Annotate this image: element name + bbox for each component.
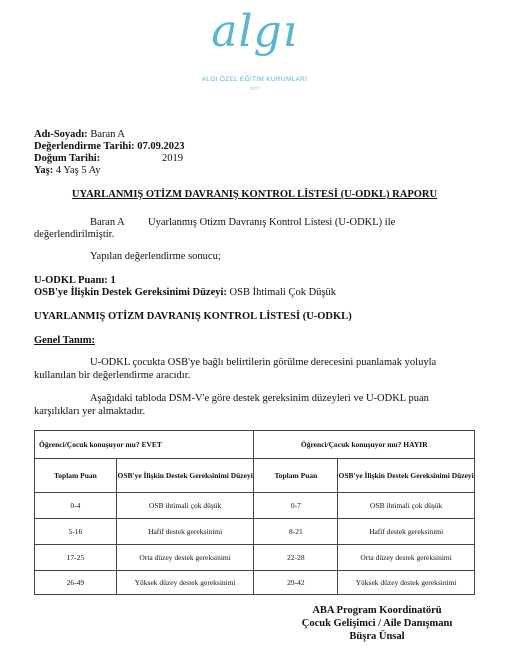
table-header-row — [35, 431, 475, 459]
definition-para2-line1: Aşağıdaki tabloda DSM-V'e göre destek gereksinim düzeyleri ve U-ODKL puan — [90, 393, 429, 404]
signature-block — [277, 604, 477, 643]
definition-para2-line2: karşılıkları yer almaktadır. — [34, 406, 146, 417]
yes-score-cell: 5-16 — [35, 519, 117, 545]
support-row — [34, 286, 336, 299]
score-value: 1 — [110, 275, 116, 286]
yes-level-cell: OSB ihtimali çok düşük — [116, 493, 254, 519]
logo-subtitle: ALGI ÖZEL EĞİTİM KURUMLARI — [201, 76, 308, 83]
no-score-cell: 0-7 — [254, 493, 338, 519]
definition-para1-line2: kullanılan bir değerlendirme aracıdır. — [34, 370, 191, 381]
name-label: Adı-Soyadı: — [34, 129, 88, 140]
no-level-cell: Yüksek düzey destek gereksinimi — [338, 571, 475, 595]
intro-line2: değerlendirilmiştir. — [34, 229, 115, 240]
logo-wordmark: algı — [211, 6, 298, 57]
birth-label: Doğum Tarihi: — [34, 153, 101, 164]
yes-score-cell: 0-4 — [35, 493, 117, 519]
yes-level-cell: Orta düzey destek gereksinimi — [116, 545, 254, 571]
result-intro: Yapılan değerlendirme sonucu; — [90, 251, 221, 262]
table-row — [35, 571, 475, 595]
age-value: 4 Yaş 5 Ay — [55, 165, 101, 176]
signature-name: Büşra Ünsal — [349, 631, 405, 642]
no-score-cell: 29-42 — [254, 571, 338, 595]
no-level-cell: Orta düzey destek gereksinimi — [338, 545, 475, 571]
yes-score-cell: 17-25 — [35, 545, 117, 571]
col-level-yes: OSB'ye İlişkin Destek Gereksinimi Düzeyi — [116, 459, 254, 493]
yes-level-cell: Yüksek düzey destek gereksinimi — [116, 571, 254, 595]
logo-year: 2007 — [249, 86, 260, 91]
section-title: UYARLANMIŞ OTİZM DAVRANIŞ KONTROL LİSTESİ (U-ODKL) — [34, 311, 352, 322]
age-label: Yaş: — [34, 165, 54, 176]
table-row — [35, 545, 475, 571]
name-value: Baran A — [90, 129, 126, 140]
no-score-cell: 8-21 — [254, 519, 338, 545]
birth-value: 2019 — [162, 153, 183, 164]
yes-level-cell: Hafif destek gereksinimi — [116, 519, 254, 545]
support-value: OSB İhtimali Çok Düşük — [229, 287, 336, 298]
col-score-yes: Toplam Puan — [35, 459, 117, 493]
col-level-no: OSB'ye İlişkin Destek Gereksinimi Düzeyi — [338, 459, 475, 493]
report-title: UYARLANMIŞ OTİZM DAVRANIŞ KONTROL LİSTESİ (U-ODKL) RAPORU — [71, 189, 438, 200]
no-score-cell: 22-28 — [254, 545, 338, 571]
no-level-cell: Hafif destek gereksinimi — [338, 519, 475, 545]
definition-heading: Genel Tanım: — [34, 335, 95, 346]
signature-role: Çocuk Gelişimci / Aile Danışmanı — [301, 618, 453, 629]
no-level-cell: OSB ihtimali çok düşük — [338, 493, 475, 519]
eval-date-value: 07.09.2023 — [137, 141, 185, 152]
support-level-table — [34, 430, 475, 595]
support-label: OSB'ye İlişkin Destek Gereksinimi Düzeyi: — [34, 287, 227, 298]
signature-title: ABA Program Koordinatörü — [312, 605, 442, 616]
definition-para1-line1: U-ODKL çocukta OSB'ye bağlı belirtilerin görülme derecesini puanlamak yoluyla — [90, 357, 437, 368]
info-age-row — [34, 164, 100, 177]
yes-score-cell: 26-49 — [35, 571, 117, 595]
table-column-header-row — [35, 459, 475, 493]
table-header-no: Öğrenci/Çocuk konuşuyor mu? HAYIR — [254, 431, 475, 459]
table-row — [35, 493, 475, 519]
col-score-no: Toplam Puan — [254, 459, 338, 493]
eval-date-label: Değerlendirme Tarihi: — [34, 141, 135, 152]
table-row — [35, 519, 475, 545]
intro-line1-rest: Uyarlanmış Otizm Davranış Kontrol Listesi (U-ODKL) ile — [148, 217, 396, 228]
table-header-yes: Öğrenci/Çocuk konuşuyor mu? EVET — [35, 431, 254, 459]
score-label: U-ODKL Puanı: — [34, 275, 108, 286]
intro-child-name: Baran A — [90, 217, 125, 228]
